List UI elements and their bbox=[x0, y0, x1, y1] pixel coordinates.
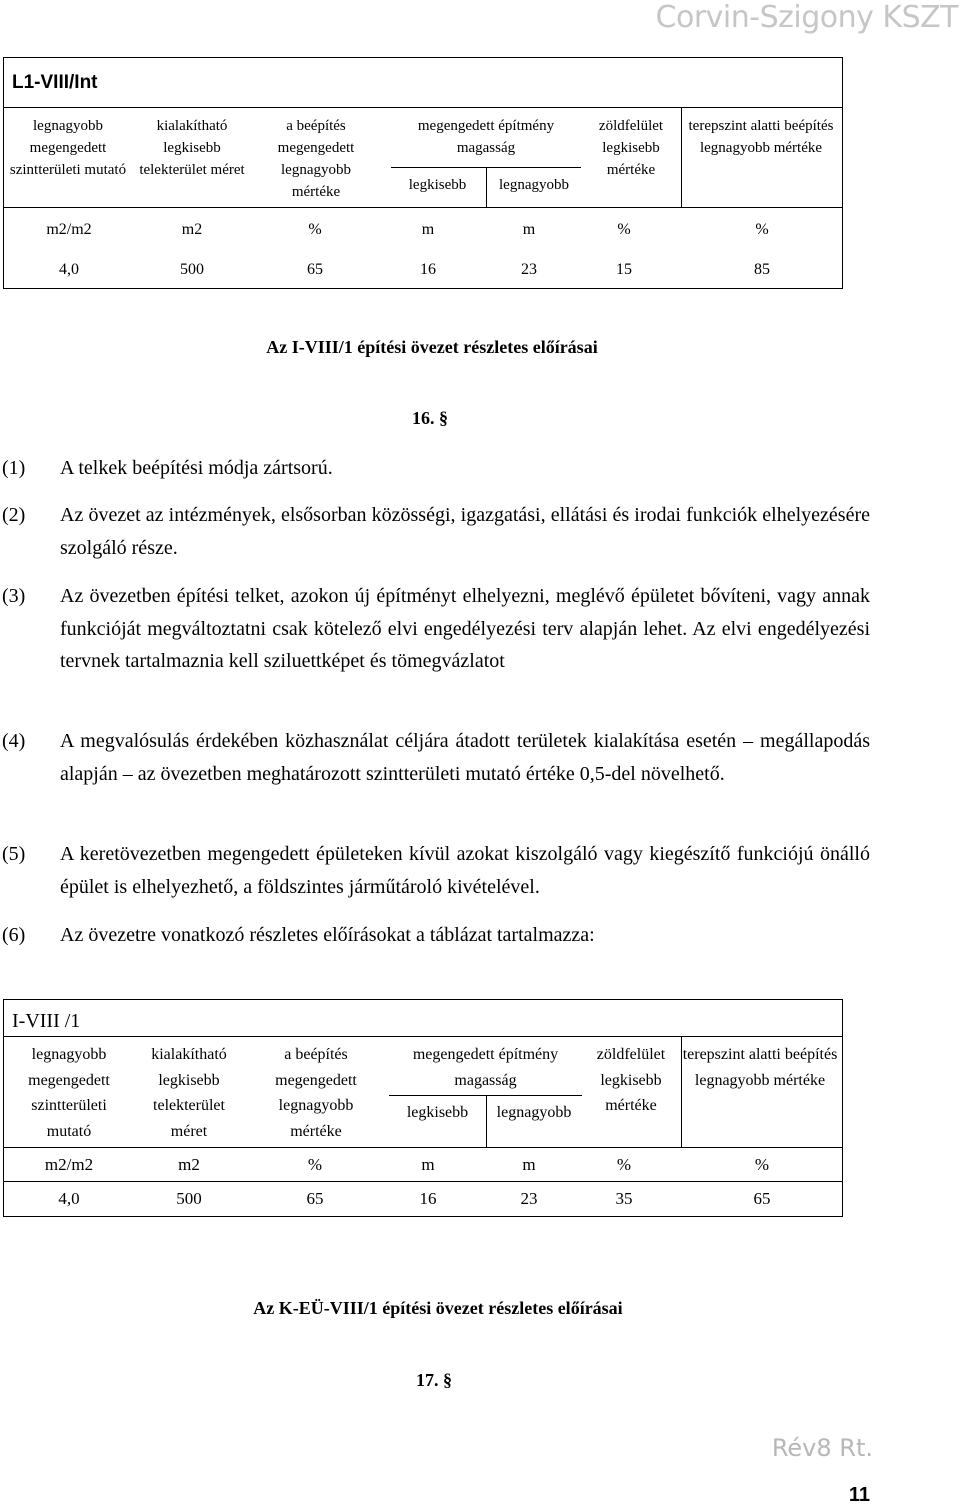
unit-cell: m2 bbox=[181, 221, 203, 238]
paragraph-text: A keretövezetben megengedett épületeken kívül azokat kiszolgáló vagy kiegészítő funkciójú önálló épület is elhelyezhető, a földszintes járműtároló kivételével. bbox=[60, 843, 870, 898]
unit-cell: m2 bbox=[178, 1155, 200, 1174]
unit-cell: m bbox=[522, 221, 536, 238]
table-divider bbox=[4, 1181, 842, 1182]
unit-cell: m bbox=[421, 221, 435, 238]
paragraph-label: (2) bbox=[2, 504, 26, 526]
header-cell: legnagyobb bbox=[499, 177, 569, 193]
page-number: 11 bbox=[848, 1484, 870, 1506]
unit-cell: % bbox=[307, 1155, 323, 1174]
paragraph-label: (6) bbox=[2, 924, 26, 946]
header-cell: kialakítható legkisebb telekterület méret bbox=[151, 1046, 227, 1140]
paragraph-4 bbox=[2, 725, 870, 790]
value-cell: 16 bbox=[420, 261, 436, 278]
header-cell: kialakítható legkisebb telekterület méret bbox=[139, 118, 245, 178]
paragraph-number: 16. § bbox=[412, 408, 448, 428]
header-cell: legnagyobb megengedett szintterületi mutató bbox=[28, 1046, 110, 1140]
section-title: Az K-EÜ-VIII/1 építési övezet részletes előírásai bbox=[253, 1298, 623, 1318]
table-divider bbox=[4, 207, 842, 208]
header-cell: legkisebb bbox=[406, 1104, 469, 1121]
paragraph-text: A telkek beépítési módja zártsorú. bbox=[60, 457, 333, 479]
paragraph-1 bbox=[2, 452, 870, 485]
unit-cell: % bbox=[616, 1155, 632, 1174]
value-cell: 23 bbox=[521, 261, 537, 278]
paragraph-2 bbox=[2, 499, 870, 564]
header-cell: zöldfelület legkisebb mértéke bbox=[598, 118, 664, 178]
header-cell: legnagyobb megengedett szintterületi mutató bbox=[9, 118, 127, 178]
paragraph-label: (4) bbox=[2, 730, 26, 752]
unit-cell: m bbox=[522, 1155, 536, 1174]
header-brand: Corvin-Szigony KSZT bbox=[655, 0, 958, 35]
paragraph-text: A megvalósulás érdekében közhasználat céljára átadott területek kialakítása esetén – megállapodás alapján – az övezetben meghatározott szintterületi mutató értéke 0,5-del növelhető. bbox=[60, 730, 870, 785]
value-cell: 65 bbox=[307, 261, 323, 278]
header-cell: zöldfelület legkisebb mértéke bbox=[596, 1046, 666, 1114]
unit-cell: m2/m2 bbox=[46, 221, 92, 238]
paragraph-text: Az övezetre vonatkozó részletes előírásokat a táblázat tartalmazza: bbox=[60, 924, 595, 946]
unit-cell: % bbox=[308, 221, 322, 238]
header-cell: terepszint alatti beépítés legnagyobb mértéke bbox=[688, 118, 834, 156]
paragraph-text: Az övezetben építési telket, azokon új építményt elhelyezni, meglévő épületet bővíteni, vagy annak funkcióját megváltoztatni csak kötelező elvi engedélyezési terv alapján lehet. Az elvi engedélyezési tervnek tartalmaznia kell sziluettképet és tömegvázlatot bbox=[60, 585, 870, 672]
unit-cell: % bbox=[754, 1155, 770, 1174]
value-cell: 23 bbox=[520, 1189, 538, 1208]
header-cell: megengedett építmény magasság bbox=[412, 1046, 559, 1089]
paragraph-6 bbox=[2, 919, 870, 952]
paragraph-label: (3) bbox=[2, 585, 26, 607]
table-divider bbox=[4, 1147, 842, 1148]
value-cell: 15 bbox=[616, 261, 632, 278]
header-cell: a beépítés megengedett legnagyobb mértéke bbox=[275, 1046, 357, 1140]
header-cell: megengedett építmény magasság bbox=[417, 118, 555, 156]
table-divider bbox=[4, 1036, 842, 1037]
table-title: I-VIII /1 bbox=[12, 1010, 81, 1032]
value-cell: 35 bbox=[615, 1189, 633, 1208]
value-cell: 4,0 bbox=[59, 261, 79, 278]
paragraph-label: (1) bbox=[2, 457, 26, 479]
unit-cell: % bbox=[755, 221, 769, 238]
unit-cell: m bbox=[421, 1155, 435, 1174]
paragraph-label: (5) bbox=[2, 843, 26, 865]
unit-cell: % bbox=[617, 221, 631, 238]
paragraph-number: 17. § bbox=[416, 1370, 452, 1390]
value-cell: 85 bbox=[754, 261, 770, 278]
value-cell: 4,0 bbox=[58, 1189, 80, 1208]
value-cell: 16 bbox=[419, 1189, 437, 1208]
value-cell: 65 bbox=[753, 1189, 771, 1208]
unit-cell: m2/m2 bbox=[44, 1155, 94, 1174]
table-divider bbox=[4, 107, 842, 108]
table-i-viii-1 bbox=[3, 999, 843, 1217]
section-title: Az I-VIII/1 építési övezet részletes előírásai bbox=[266, 337, 598, 357]
header-cell: legnagyobb bbox=[496, 1104, 572, 1121]
value-cell: 65 bbox=[306, 1189, 324, 1208]
paragraph-text: Az övezet az intézmények, elsősorban közösségi, igazgatási, ellátási és irodai funkciók elhelyezésére szolgáló része. bbox=[60, 504, 870, 559]
paragraph-5 bbox=[2, 838, 870, 903]
value-cell: 500 bbox=[180, 261, 204, 278]
table-title: L1-VIII/Int bbox=[12, 72, 98, 93]
header-cell: a beépítés megengedett legnagyobb mértéke bbox=[277, 118, 355, 200]
table-l1-viii-int bbox=[3, 57, 843, 289]
value-cell: 500 bbox=[176, 1189, 202, 1208]
header-cell: legkisebb bbox=[408, 177, 467, 193]
paragraph-3 bbox=[2, 580, 870, 678]
footer-brand: Rév8 Rt. bbox=[771, 1434, 873, 1462]
header-cell: terepszint alatti beépítés legnagyobb mértéke bbox=[682, 1046, 838, 1089]
